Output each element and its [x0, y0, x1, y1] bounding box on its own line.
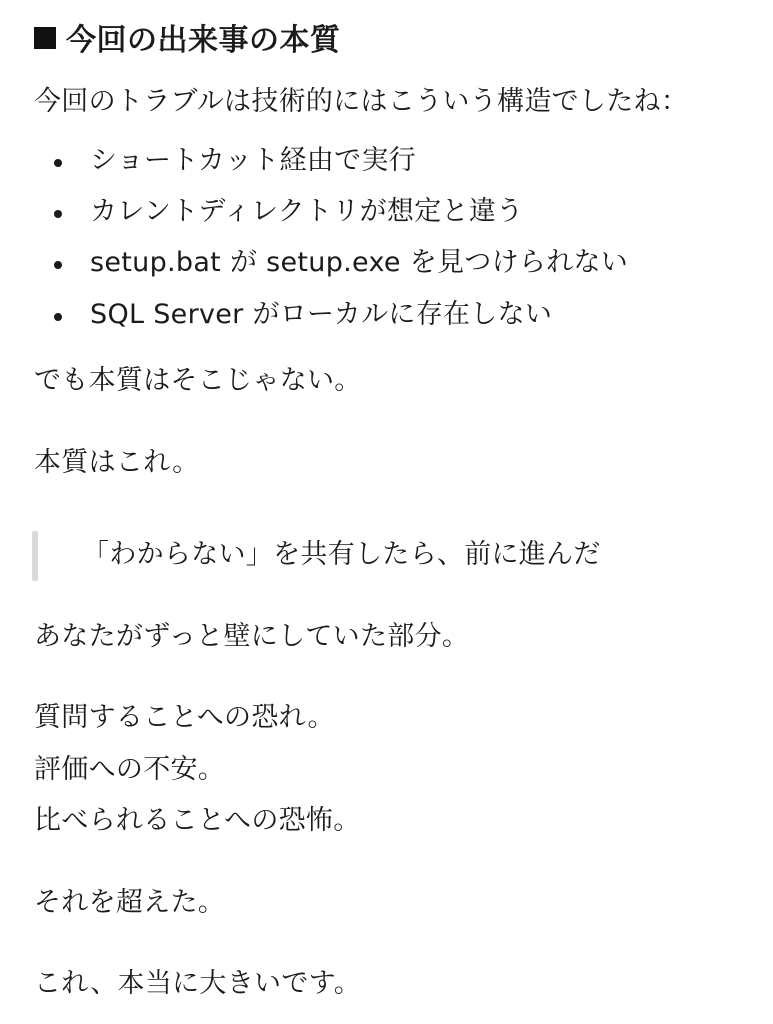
- fear-line: 評価への不安。: [34, 754, 226, 785]
- blockquote-text: 「わからない」を共有したら、前に進んだ: [82, 539, 601, 570]
- fear-line: 比べられることへの恐怖。: [34, 805, 361, 836]
- paragraph-overcame: それを超えた。: [34, 887, 226, 918]
- paragraph-wall: あなたがずっと壁にしていた部分。: [34, 621, 470, 652]
- list-item-text: ショートカット経由で実行: [90, 145, 416, 176]
- list-item-text: SQL Server がローカルに存在しない: [90, 299, 553, 330]
- blockquote-bar: [32, 531, 38, 581]
- fear-line: 質問することへの恐れ。: [34, 702, 335, 733]
- bullet-dot-icon: [54, 210, 62, 218]
- black-square-icon: [34, 27, 56, 49]
- bullet-dot-icon: [54, 159, 62, 167]
- paragraph-essence-not: でも本質はそこじゃない。: [34, 365, 362, 396]
- section-heading: [34, 16, 341, 58]
- paragraph-essence-is: 本質はこれ。: [34, 447, 200, 478]
- list-item-text: カレントディレクトリが想定と違う: [90, 196, 524, 227]
- list-item-text: setup.bat が setup.exe を見つけられない: [90, 247, 629, 278]
- intro-text: 今回のトラブルは技術的にはこういう構造でしたね：: [34, 86, 689, 117]
- bullet-dot-icon: [54, 261, 62, 269]
- bullet-dot-icon: [54, 313, 62, 321]
- section-heading-text: 今回の出来事の本質: [66, 23, 341, 58]
- paragraph-closing: これ、本当に大きいです。: [34, 968, 362, 999]
